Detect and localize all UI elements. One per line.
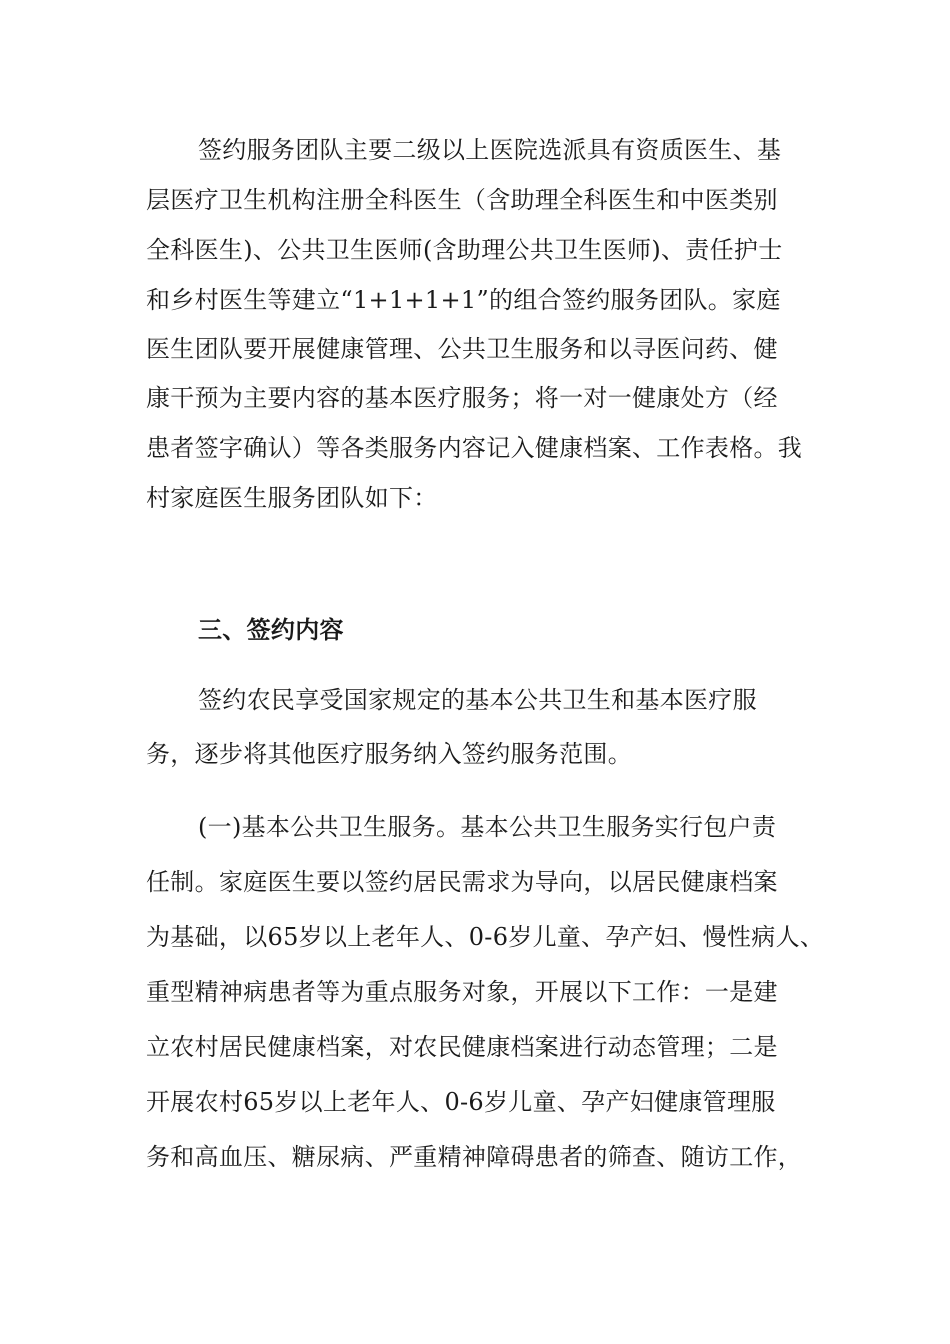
paragraph-line: 务，逐步将其他医疗服务纳入签约服务范围。 [146, 740, 632, 768]
paragraph-line: 全科医生)、公共卫生医师(含助理公共卫生医师)、责任护士 [146, 236, 783, 264]
paragraph-line: 开展农村65岁以上老年人、0-6岁儿童、孕产妇健康管理服 [146, 1088, 776, 1116]
paragraph-line: 任制。家庭医生要以签约居民需求为导向，以居民健康档案 [146, 868, 778, 896]
paragraph-line: 和乡村医生等建立“1+1+1+1”的组合签约服务团队。家庭 [146, 286, 781, 314]
paragraph-line: 立农村居民健康档案，对农民健康档案进行动态管理；二是 [146, 1033, 778, 1061]
paragraph-line: 签约服务团队主要二级以上医院选派具有资质医生、基 [198, 136, 782, 164]
paragraph-line: 村家庭医生服务团队如下： [146, 484, 438, 512]
paragraph-line: 签约农民享受国家规定的基本公共卫生和基本医疗服 [198, 686, 757, 714]
section-heading: 三、签约内容 [198, 615, 344, 644]
paragraph-line: 层医疗卫生机构注册全科医生（含助理全科医生和中医类别 [146, 186, 778, 214]
paragraph-line: 为基础，以65岁以上老年人、0-6岁儿童、孕产妇、慢性病人、 [146, 923, 825, 951]
paragraph-line: 务和高血压、糖尿病、严重精神障碍患者的筛查、随访工作， [146, 1143, 803, 1171]
paragraph-line: 康干预为主要内容的基本医疗服务；将一对一健康处方（经 [146, 384, 778, 412]
paragraph-line: 患者签字确认）等各类服务内容记入健康档案、工作表格。我 [146, 434, 803, 462]
paragraph-line: (一)基本公共卫生服务。基本公共卫生服务实行包户责 [198, 813, 777, 841]
paragraph-line: 重型精神病患者等为重点服务对象，开展以下工作：一是建 [146, 978, 778, 1006]
paragraph-line: 医生团队要开展健康管理、公共卫生服务和以寻医问药、健 [146, 335, 778, 363]
